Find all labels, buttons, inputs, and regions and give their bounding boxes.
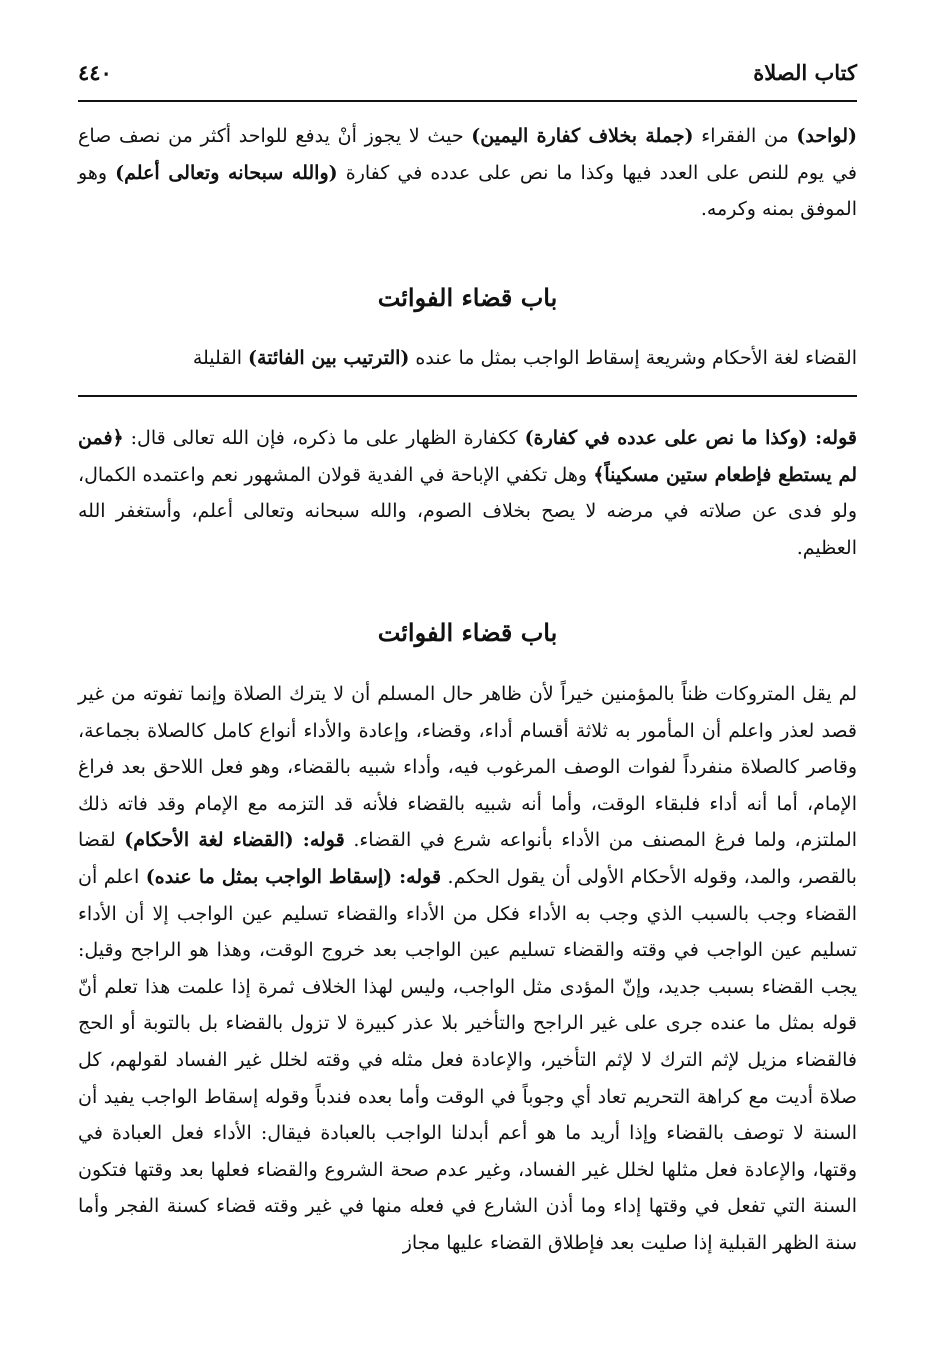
commentary-divider (78, 395, 857, 397)
bold-phrase: قوله: (807, 427, 857, 449)
text-span: وهو الموفق بمنه وكرمه. (78, 161, 857, 221)
section-heading-main: باب قضاء الفوائت (377, 283, 558, 312)
bold-phrase: (وكذا ما نص على عدده في كفارة) (524, 427, 808, 449)
text-span: وهل تكفي الإباحة في الفدية قولان المشهور نعم واعتمده الكمال، ولو فدى عن صلاته في مرضه لا يصح بخلاف الصوم، والله سبحانه وتعالى أعلم، وأستغفر الله العظيم. (78, 463, 857, 559)
main-text-bottom (78, 340, 857, 377)
text-span: حيث لا يجوز أنْ يدفع للواحد أكثر من نصف صاع في يوم للنص على العدد فيها وكذا ما نص على عدده في كفارة (78, 125, 858, 184)
text-span: اعلم أن القضاء وجب بالسبب الذي وجب به الأداء فكل من الأداء والقضاء تسليم عين الواجب إلا أن الأداء تسليم عين الواجب في وقته والقضاء تسليم عين الواجب بعد خروج الوقت، وهذا هو الراجح وقيل: يجب القضاء بسبب جديد، وإنّ المؤدى مثل الواجب، وليس لهذا الخلاف ثمرة إذا علمت هذا تعلم أنّ قوله بمثل ما عنده جرى على غير الراجح والتأخير بلا عذر كبيرة لا تزول بالقضاء بل بالتوبة أو الحج فالقضاء مزيل لإثم الترك لا لإثم التأخير، والإعادة فعل مثله في وقته لخلل غير الفساد لقولهم، كل صلاة أديت مع كراهة التحريم تعاد أي وجوباً في الوقت وأما بعده فندباً وقوله إسقاط الواجب يفيد أن السنة لا توصف بالقضاء وإذا أريد ما هو أعم أبدلنا الواجب بالعبادة فيقال: الأداء فعل العبادة في وقتها، والإعادة فعل مثلها لخلل غير الفساد، وغير عدم صحة الشروع والقضاء فعلها بعد وقتها فتكون السنة التي تفعل في وقتها إداء وما أذن الشارع في فعله منها في غير وقته قضاء كسنة الفجر وأما سنة الظهر القبلية إذا صليت بعد فإطلاق القضاء عليها مجاز (78, 865, 857, 1254)
bold-phrase: (إسقاط الواجب بمثل ما عنده) (145, 865, 393, 888)
header-divider (78, 100, 857, 102)
text-span: من الفقراء (693, 125, 797, 147)
text-span: القضاء لغة الأحكام وشريعة إسقاط الواجب بمثل ما عنده (409, 347, 857, 369)
bold-phrase: (لواحد) (796, 125, 857, 147)
text-span: ككفارة الظهار على ما ذكره، فإن الله تعالى قال: (123, 427, 525, 449)
text-span: القليلة (192, 347, 249, 369)
commentary-paragraph-1 (78, 420, 857, 566)
bold-phrase: قوله: (392, 865, 442, 888)
page-number: ٤٤٠ (78, 59, 112, 85)
book-title: كتاب الصلاة (753, 59, 857, 85)
section-heading-commentary: باب قضاء الفوائت (377, 618, 558, 647)
text-span: لقضا بالقصر، والمد، وقوله الأحكام الأولى أن يقول الحكم. (78, 829, 857, 888)
commentary-paragraph-2 (78, 676, 857, 1262)
text-span: لم يقل المتروكات ظناً بالمؤمنين خيراً لأن ظاهر حال المسلم أن لا يترك الصلاة وإنما تفوته من غير قصد لعذر واعلم أن المأمور به ثلاثة أقسام أداء، وقضاء، وإعادة والأداء أنواع كامل كالصلاة بجماعة، وقاصر كالصلاة منفرداً لفوات الوصف المرغوب فيه، وأداء شبيه بالقضاء، وهو فعل اللاحق بعد فراغ الإمام، أما أنه أداء فلبقاء الوقت، وأما أنه شبيه بالقضاء فلأنه قد التزمه مع الإمام وقد فاته ذلك الملتزم، ولما فرغ المصنف من الأداء بأنواعه شرع في القضاء. (78, 683, 857, 852)
quran-quote: ﴿فمن لم يستطع فإطعام ستين مسكيناً﴾ (78, 427, 857, 486)
bold-phrase: (جملة بخلاف كفارة اليمين) (471, 125, 694, 147)
bold-phrase: قوله: (293, 829, 345, 852)
main-text-top (78, 118, 857, 228)
page-header (78, 52, 857, 92)
bold-phrase: (الترتيب بين الفائتة) (248, 347, 410, 369)
bold-phrase: (القضاء لغة الأحكام) (124, 829, 294, 852)
bold-phrase: (والله سبحانه وتعالى أعلم) (115, 161, 338, 184)
